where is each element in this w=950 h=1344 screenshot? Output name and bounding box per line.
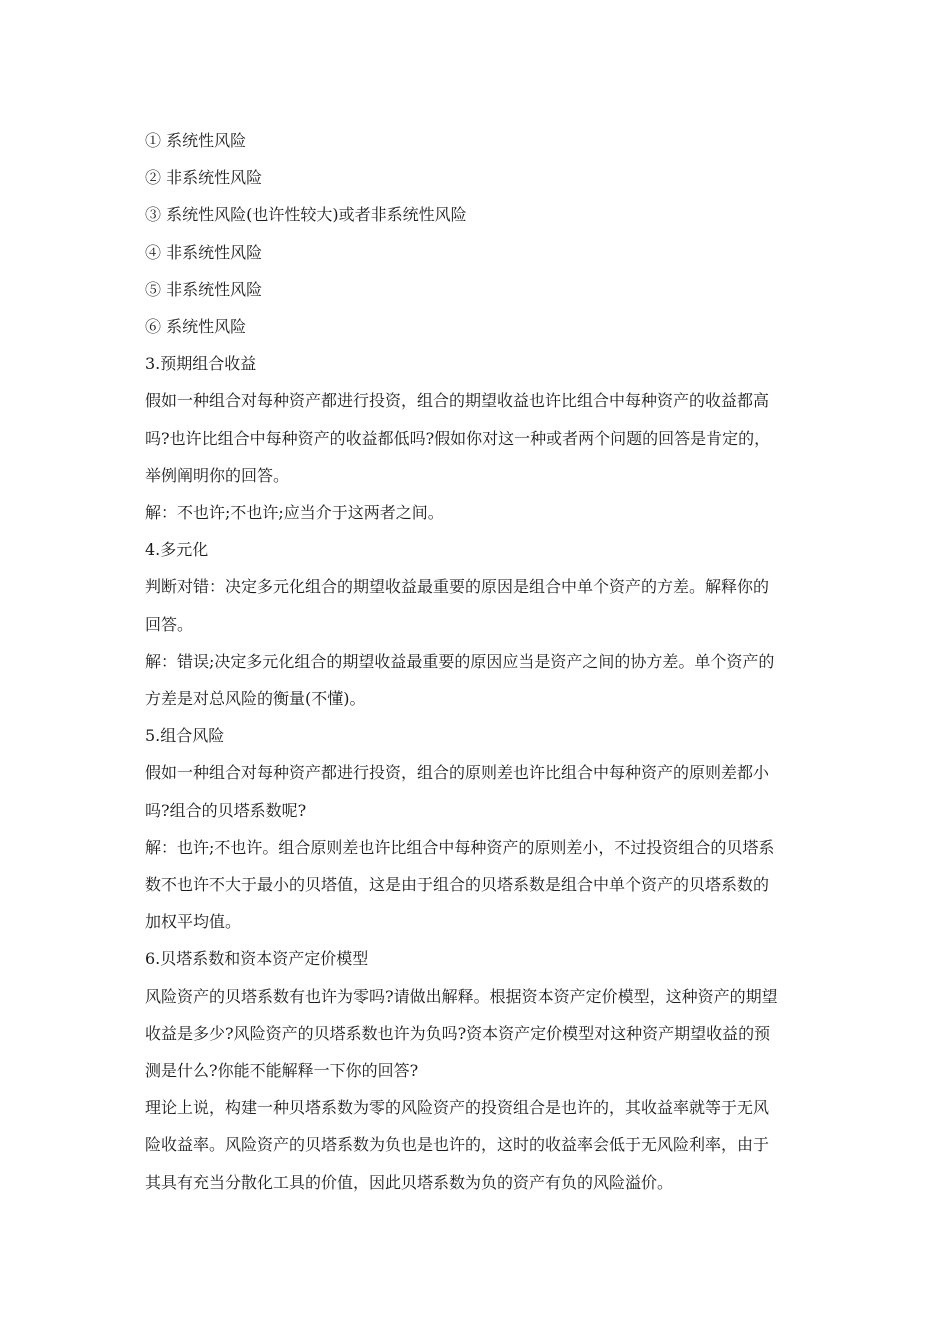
question-paragraph [145,978,810,1090]
answer-paragraph [145,643,810,717]
list-item: ③ 系统性风险(也许性较大)或者非系统性风险 [145,205,467,225]
question-paragraph [145,754,810,828]
answer-paragraph [145,494,810,531]
section-heading: 4.多元化 [145,540,209,560]
paragraph-line: 解：也许;不也许。组合原则差也许比组合中每种资产的原则差小，不过投资组合的贝塔系 [145,837,775,857]
section-heading: 5.组合风险 [145,726,225,746]
paragraph-line: 收益是多少?风险资产的贝塔系数也许为负吗?资本资产定价模型对这种资产期望收益的预 [145,1023,771,1043]
paragraph-line: 风险资产的贝塔系数有也许为零吗?请做出解释。根据资本资产定价模型，这种资产的期望 [145,986,778,1006]
paragraph-line: 解：错误;决定多元化组合的期望收益最重要的原因应当是资产之间的协方差。单个资产的 [145,651,775,671]
paragraph-line: 加权平均值。 [145,912,242,932]
document-page [145,122,810,1201]
paragraph-line: 吗?组合的贝塔系数呢? [145,800,307,820]
paragraph-line: 数不也许不大于最小的贝塔值，这是由于组合的贝塔系数是组合中单个资产的贝塔系数的 [145,875,770,895]
paragraph-line: 理论上说，构建一种贝塔系数为零的风险资产的投资组合是也许的，其收益率就等于无风 [145,1098,770,1118]
question-paragraph [145,568,810,642]
list-item: ⑤ 非系统性风险 [145,279,263,299]
paragraph-line: 回答。 [145,614,194,634]
list-item: ⑥ 系统性风险 [145,317,247,337]
answer-paragraph [145,1089,810,1201]
paragraph-line: 险收益率。风险资产的贝塔系数为负也是也许的，这时的收益率会低于无风险利率，由于 [145,1135,770,1155]
question-paragraph [145,382,810,494]
paragraph-line: 方差是对总风险的衡量(不懂)。 [145,689,366,709]
section-heading: 6.贝塔系数和资本资产定价模型 [145,949,369,969]
paragraph-line: 举例阐明你的回答。 [145,465,290,485]
paragraph-line: 吗?也许比组合中每种资产的收益都低吗?假如你对这一种或者两个问题的回答是肯定的， [145,428,771,448]
paragraph-line: 判断对错：决定多元化组合的期望收益最重要的原因是组合中单个资产的方差。解释你的 [145,577,770,597]
answer-paragraph [145,829,810,941]
paragraph-line: 假如一种组合对每种资产都进行投资，组合的原则差也许比组合中每种资产的原则差都小 [145,763,770,783]
list-item: ① 系统性风险 [145,131,247,150]
paragraph-line: 解：不也许;不也许;应当介于这两者之间。 [145,503,444,523]
list-item: ② 非系统性风险 [145,168,263,188]
list-item: ④ 非系统性风险 [145,242,263,262]
paragraph-line: 测是什么?你能不能解释一下你的回答? [145,1061,419,1081]
section-heading: 3.预期组合收益 [145,354,257,374]
paragraph-line: 假如一种组合对每种资产都进行投资，组合的期望收益也许比组合中每种资产的收益都高 [145,391,770,411]
paragraph-line: 其具有充当分散化工具的价值，因此贝塔系数为负的资产有负的风险溢价。 [145,1172,674,1192]
